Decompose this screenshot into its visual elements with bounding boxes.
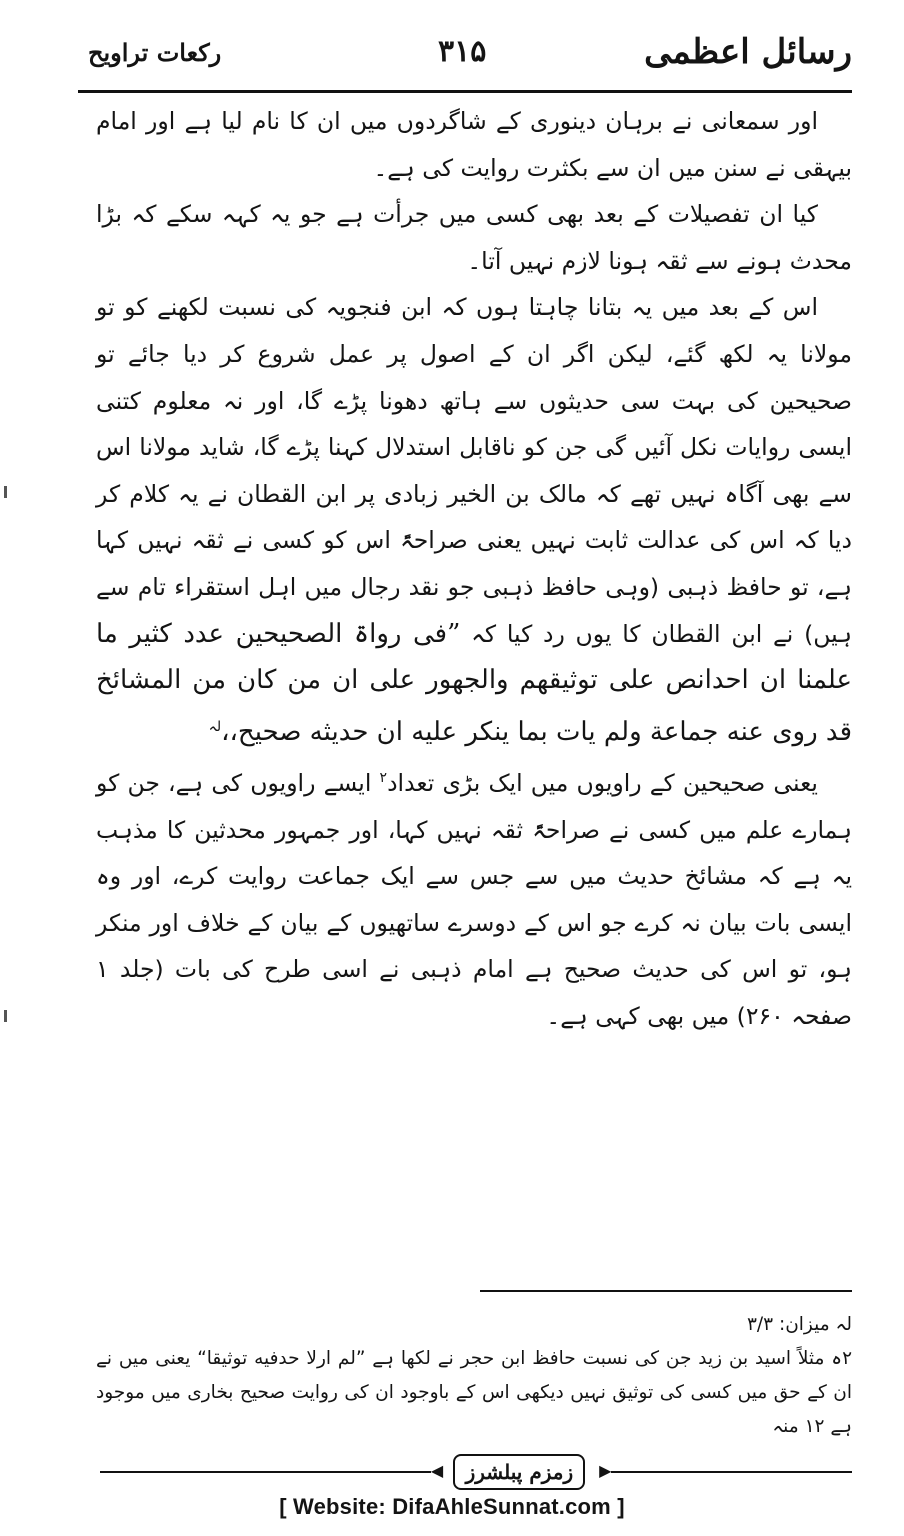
paragraph-3-text: اس کے بعد میں یہ بتانا چاہتا ہوں کہ ابن فنجویہ کی نسبت لکھنے کو تو مولانا یہ لکھ گئے، لیکن اگر ان کے اصول پر عمل شروع کر دیا جائے تو صحیحین کی بہت سی حدیثوں سے ہاتھ دھونا پڑے گا، اور نہ معلوم کتنی ایسی روایات نکل آئیں گی جن کو ناقابل استدلال کہنا پڑے گا، شاید مولانا اس سے بھی آگاہ نہیں تھے کہ مالک بن الخیر زبادی پر ابن القطان نے یہ کلام کر دیا کہ اس کی عدالت ثابت نہیں یعنی صراحۃً اس کو کسی نے ثقہ نہیں کہا ہے، تو حافظ ذہبی (وہی حافظ ذہبی جو نقد رجال میں اہل استقراء تام سے ہیں) نے ابن القطان کا یوں رد کیا کہ <box>96 293 852 648</box>
main-text <box>96 98 852 1040</box>
website-footer: [ Website: DifaAhleSunnat.com ] <box>279 1494 625 1519</box>
footnote-1: لہ میزان: ۳/۳ <box>746 1314 852 1335</box>
footnote-mark-2: ۲ <box>379 770 388 787</box>
ornament-right-icon: ▶ <box>599 1461 612 1480</box>
paragraph-3 <box>96 284 852 755</box>
publisher-strip <box>100 1452 852 1492</box>
translation-text-a: یعنی صحیحین کے راویوں میں ایک بڑی تعداد <box>387 768 818 797</box>
paragraph-1: اور سمعانی نے برہان دینوری کے شاگردوں میں ان کا نام لیا ہے اور امام بیہقی نے سنن میں ان سے بکثرت روایت کی ہے۔ <box>96 107 852 182</box>
scan-edge-mark <box>4 486 7 498</box>
arabic-quote: ”فی رواۃ الصحیحین عدد کثیر ما علمنا ان احدانص علی توثیقھم والجھور علی ان من کان من المشائخ قد روی عنه جماعة ولم یات بما ینکر علیه ان حدیثه صحیح،، <box>96 618 852 747</box>
book-title: رسائل اعظمی <box>644 32 852 72</box>
publisher-logo: زمزم پبلشرز <box>453 1454 585 1490</box>
translation-paragraph <box>96 755 852 1039</box>
footnote-divider <box>480 1290 852 1292</box>
scan-edge-mark <box>4 1010 7 1022</box>
paragraph-2: کیا ان تفصیلات کے بعد بھی کسی میں جرأت ہے جو یہ کہہ سکے کہ بڑا محدث ہونے سے ثقہ ہونا لازم نہیں آتا۔ <box>96 200 852 275</box>
publisher-rule-right <box>611 1471 852 1473</box>
footnote-mark-1: لہ <box>208 718 222 735</box>
footnote-2: ۲ہ مثلاً اسید بن زید جن کی نسبت حافظ ابن حجر نے لکھا ہے ”لم ارلا حدفیه توثیقا“ یعنی میں نے ان کے حق میں کسی کی توثیق نہیں دیکھی اس کے باوجود ان کی روایت صحیح بخاری میں موجود ہے ۱۲ منہ <box>96 1348 852 1437</box>
header-divider <box>78 90 852 93</box>
footnotes <box>96 1308 852 1444</box>
translation-text-b: ایسے راویوں کی ہے، جن کو ہمارے علم میں کسی نے صراحۃً ثقہ نہیں کہا، اور جمہور محدثین کا مذہب یہ ہے کہ مشائخ حدیث میں سے جس سے ایک جماعت روایت کرے، اور وہ ایسی بات بیان نہ کرے جو اس کے دوسرے ساتھیوں کے بیان کے خلاف اور منکر ہو، تو اس کی حدیث صحیح ہے امام ذہبی نے اسی طرح کی بات (جلد ۱ صفحہ ۲۶۰) میں بھی کہی ہے۔ <box>96 768 852 1030</box>
section-title: رکعات تراویح <box>88 38 222 67</box>
running-header <box>78 32 852 88</box>
page-number: ۳۱۵ <box>438 34 487 69</box>
ornament-left-icon: ◀ <box>430 1461 444 1480</box>
publisher-rule-left <box>100 1471 431 1473</box>
